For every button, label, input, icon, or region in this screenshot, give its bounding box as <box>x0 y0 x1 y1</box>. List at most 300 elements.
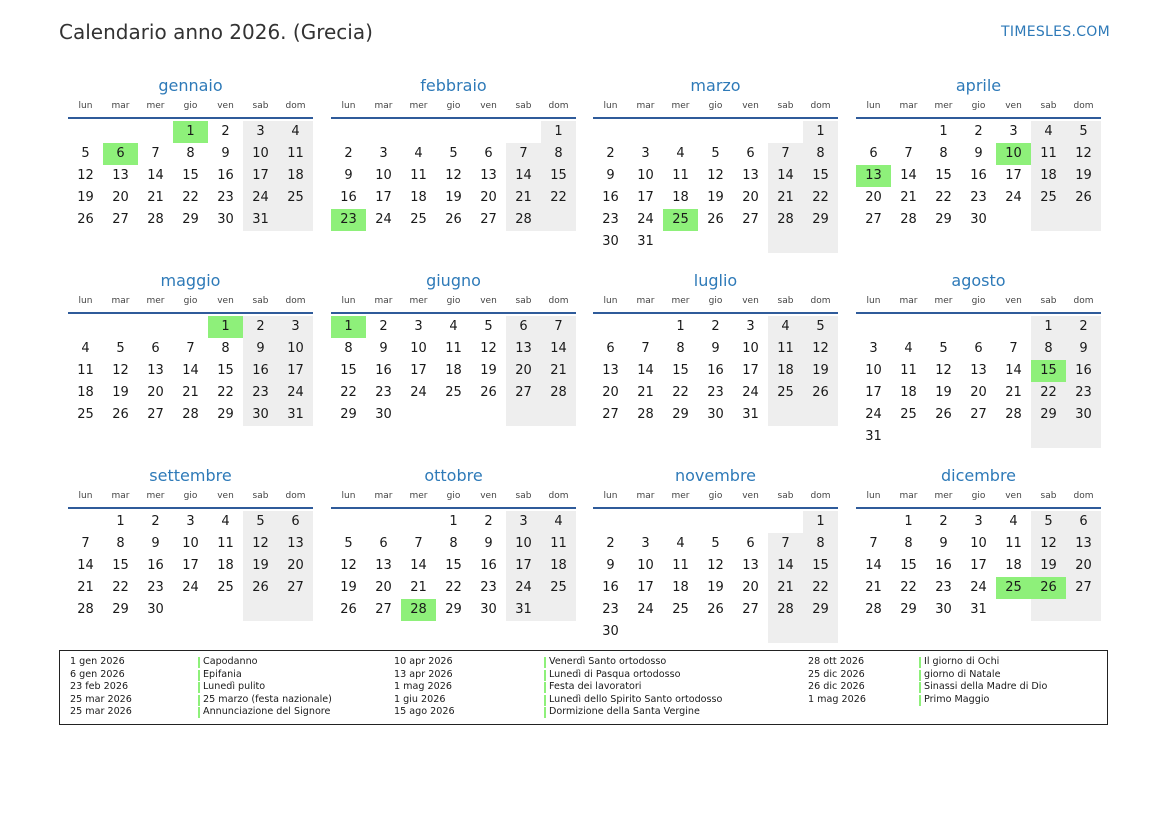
day-cell: 17 <box>637 580 654 595</box>
day-cell: 16 <box>217 168 234 183</box>
day-cell: 5 <box>711 536 720 551</box>
day-cell: 10 <box>375 168 392 183</box>
day-cell: 5 <box>449 146 458 161</box>
month-divider <box>593 117 838 119</box>
day-cell: 7 <box>414 536 423 551</box>
day-cell: 20 <box>602 385 619 400</box>
day-cell: 9 <box>221 146 230 161</box>
day-cell: 31 <box>243 209 278 231</box>
day-cell: 11 <box>410 168 427 183</box>
day-cell: 18 <box>1005 558 1022 573</box>
day-cell: 16 <box>340 190 357 205</box>
day-cell: 25 <box>77 407 94 422</box>
day-cell: 28 <box>768 599 803 621</box>
weekday-label: sab <box>1040 101 1057 111</box>
day-cell: 22 <box>935 190 952 205</box>
empty-day-cell <box>471 404 506 426</box>
empty-day-cell <box>593 511 628 533</box>
empty-day-cell <box>103 121 138 143</box>
weekday-label: dom <box>810 101 831 111</box>
empty-day-cell <box>541 599 576 621</box>
weekday-label: gio <box>971 296 986 306</box>
weekday-label: gio <box>183 296 198 306</box>
empty-day-cell <box>663 511 698 533</box>
empty-day-cell <box>856 121 891 143</box>
weekday-label: mer <box>934 296 953 306</box>
day-cell: 19 <box>803 360 838 382</box>
day-cell: 22 <box>803 187 838 209</box>
day-cell: 12 <box>1066 143 1101 165</box>
weekday-label: mar <box>374 491 393 501</box>
day-cell: 26 <box>340 602 357 617</box>
day-cell: 11 <box>1031 143 1066 165</box>
day-cell: 8 <box>449 536 458 551</box>
weekday-header <box>68 99 313 113</box>
month-divider <box>331 507 576 509</box>
day-cell: 6 <box>506 316 541 338</box>
day-cell: 21 <box>900 190 917 205</box>
weekday-header <box>856 294 1101 308</box>
day-cell: 23 <box>1066 382 1101 404</box>
weekday-label: sab <box>515 491 532 501</box>
weekday-label: lun <box>603 296 618 306</box>
empty-day-cell <box>401 511 436 533</box>
day-cell: 23 <box>602 212 619 227</box>
day-grid <box>856 511 1101 621</box>
day-cell: 13 <box>278 533 313 555</box>
holiday-name: Festa dei lavoratori <box>544 681 641 694</box>
weekday-label: lun <box>866 101 881 111</box>
day-cell: 20 <box>112 190 129 205</box>
day-cell: 16 <box>970 168 987 183</box>
empty-day-cell <box>663 231 698 253</box>
day-cell: 7 <box>768 143 803 165</box>
day-cell: 26 <box>707 602 724 617</box>
holiday-name: Sinassi della Madre di Dio <box>919 681 1047 694</box>
day-cell: 14 <box>768 165 803 187</box>
holiday-day-cell: 25 <box>663 209 698 231</box>
day-cell: 21 <box>768 187 803 209</box>
weekday-label: sab <box>1040 491 1057 501</box>
holiday-date: 1 giu 2026 <box>394 693 446 705</box>
weekday-header <box>68 489 313 503</box>
weekday-header <box>68 294 313 308</box>
day-cell: 25 <box>672 602 689 617</box>
empty-day-cell <box>506 121 541 143</box>
weekday-label: mer <box>146 491 165 501</box>
day-cell: 28 <box>865 602 882 617</box>
day-cell: 11 <box>77 363 94 378</box>
empty-day-cell <box>768 231 803 253</box>
day-cell: 30 <box>480 602 497 617</box>
empty-day-cell <box>891 316 926 338</box>
day-cell: 28 <box>637 407 654 422</box>
day-cell: 13 <box>742 558 759 573</box>
holiday-name: Primo Maggio <box>919 694 989 707</box>
month-febbraio <box>331 75 576 231</box>
day-cell: 16 <box>147 558 164 573</box>
weekday-label: mar <box>636 296 655 306</box>
day-cell: 9 <box>606 168 615 183</box>
day-cell: 22 <box>217 385 234 400</box>
weekday-label: lun <box>603 491 618 501</box>
day-cell: 14 <box>182 363 199 378</box>
weekday-header <box>331 99 576 113</box>
day-cell: 6 <box>379 536 388 551</box>
day-cell: 25 <box>278 187 313 209</box>
weekday-header <box>331 489 576 503</box>
month-marzo <box>593 75 838 253</box>
day-cell: 27 <box>147 407 164 422</box>
month-divider <box>856 312 1101 314</box>
day-cell: 20 <box>147 385 164 400</box>
weekday-label: gio <box>183 101 198 111</box>
month-title: novembre <box>674 466 757 485</box>
weekday-label: gio <box>708 491 723 501</box>
day-cell: 19 <box>243 555 278 577</box>
day-cell: 12 <box>935 363 952 378</box>
holiday-day-cell: 6 <box>103 143 138 165</box>
day-cell: 30 <box>217 212 234 227</box>
holiday-date: 25 dic 2026 <box>808 668 865 680</box>
day-cell: 5 <box>711 146 720 161</box>
day-cell: 18 <box>445 363 462 378</box>
weekday-header <box>331 294 576 308</box>
empty-day-cell <box>68 121 103 143</box>
day-cell: 6 <box>151 341 160 356</box>
day-cell: 15 <box>182 168 199 183</box>
day-cell: 16 <box>480 558 497 573</box>
day-cell: 31 <box>506 599 541 621</box>
day-cell: 7 <box>869 536 878 551</box>
day-cell: 6 <box>746 536 755 551</box>
empty-day-cell <box>698 511 733 533</box>
weekday-header <box>856 489 1101 503</box>
empty-day-cell <box>628 621 663 643</box>
empty-day-cell <box>1031 209 1066 231</box>
day-cell: 19 <box>340 580 357 595</box>
day-cell: 9 <box>974 146 983 161</box>
day-cell: 30 <box>602 624 619 639</box>
day-cell: 13 <box>147 363 164 378</box>
day-cell: 23 <box>602 602 619 617</box>
empty-day-cell <box>173 316 208 338</box>
empty-day-cell <box>471 121 506 143</box>
day-cell: 30 <box>707 407 724 422</box>
day-cell: 18 <box>77 385 94 400</box>
day-cell: 5 <box>803 316 838 338</box>
empty-day-cell <box>366 511 401 533</box>
month-divider <box>593 507 838 509</box>
holiday-day-cell: 13 <box>856 165 891 187</box>
day-cell: 9 <box>711 341 720 356</box>
day-cell: 20 <box>480 190 497 205</box>
day-cell: 28 <box>900 212 917 227</box>
empty-day-cell <box>891 426 926 448</box>
day-cell: 23 <box>243 382 278 404</box>
day-cell: 17 <box>182 558 199 573</box>
day-cell: 8 <box>541 143 576 165</box>
day-cell: 12 <box>112 363 129 378</box>
holiday-date: 23 feb 2026 <box>70 681 129 693</box>
day-cell: 6 <box>869 146 878 161</box>
day-cell: 4 <box>676 146 685 161</box>
day-cell: 8 <box>116 536 125 551</box>
day-cell: 22 <box>340 385 357 400</box>
month-title: marzo <box>690 76 741 95</box>
day-cell: 25 <box>900 407 917 422</box>
day-cell: 10 <box>182 536 199 551</box>
day-cell: 14 <box>900 168 917 183</box>
day-cell: 11 <box>672 168 689 183</box>
empty-day-cell <box>401 404 436 426</box>
day-cell: 15 <box>340 363 357 378</box>
day-cell: 17 <box>243 165 278 187</box>
empty-day-cell <box>68 316 103 338</box>
day-cell: 17 <box>637 190 654 205</box>
month-divider <box>68 312 313 314</box>
empty-day-cell <box>926 316 961 338</box>
day-cell: 26 <box>480 385 497 400</box>
day-cell: 10 <box>243 143 278 165</box>
day-cell: 1 <box>676 319 685 334</box>
weekday-label: mar <box>899 296 918 306</box>
day-cell: 4 <box>541 511 576 533</box>
day-cell: 27 <box>602 407 619 422</box>
brand-link[interactable]: TIMESLES.COM <box>1001 24 1110 40</box>
holiday-date: 1 gen 2026 <box>70 656 125 667</box>
day-cell: 21 <box>541 360 576 382</box>
day-cell: 4 <box>1009 514 1018 529</box>
day-cell: 7 <box>151 146 160 161</box>
day-cell: 3 <box>641 146 650 161</box>
weekday-label: mer <box>409 296 428 306</box>
day-cell: 26 <box>707 212 724 227</box>
day-cell: 11 <box>445 341 462 356</box>
day-cell: 2 <box>939 514 948 529</box>
day-cell: 11 <box>768 338 803 360</box>
empty-day-cell <box>68 511 103 533</box>
day-cell: 19 <box>445 190 462 205</box>
day-cell: 10 <box>970 536 987 551</box>
day-cell: 13 <box>1066 533 1101 555</box>
day-cell: 30 <box>375 407 392 422</box>
weekday-label: gio <box>971 491 986 501</box>
weekday-label: lun <box>866 491 881 501</box>
holiday-name: Venerdì Santo ortodosso <box>544 656 666 669</box>
day-cell: 14 <box>1005 363 1022 378</box>
day-cell: 1 <box>1031 316 1066 338</box>
weekday-label: dom <box>548 296 569 306</box>
empty-day-cell <box>628 121 663 143</box>
day-cell: 31 <box>637 234 654 249</box>
weekday-label: ven <box>742 491 759 501</box>
day-cell: 16 <box>602 190 619 205</box>
day-cell: 31 <box>742 407 759 422</box>
weekday-label: ven <box>742 296 759 306</box>
month-divider <box>856 507 1101 509</box>
weekday-label: ven <box>1005 296 1022 306</box>
month-title: giugno <box>426 271 481 290</box>
empty-day-cell <box>103 316 138 338</box>
day-cell: 20 <box>506 360 541 382</box>
day-cell: 9 <box>484 536 493 551</box>
day-cell: 8 <box>904 536 913 551</box>
day-cell: 10 <box>637 168 654 183</box>
day-cell: 23 <box>480 580 497 595</box>
day-cell: 8 <box>344 341 353 356</box>
empty-day-cell <box>961 316 996 338</box>
day-cell: 14 <box>541 338 576 360</box>
day-cell: 22 <box>182 190 199 205</box>
holiday-date: 13 apr 2026 <box>394 668 453 680</box>
month-divider <box>68 117 313 119</box>
day-cell: 6 <box>746 146 755 161</box>
holiday-day-cell: 23 <box>331 209 366 231</box>
day-cell: 17 <box>970 558 987 573</box>
day-cell: 31 <box>970 602 987 617</box>
day-cell: 27 <box>506 382 541 404</box>
day-cell: 20 <box>1066 555 1101 577</box>
weekday-header <box>593 489 838 503</box>
day-cell: 8 <box>939 146 948 161</box>
holiday-name: Epifania <box>198 669 242 682</box>
day-cell: 30 <box>602 234 619 249</box>
day-cell: 30 <box>935 602 952 617</box>
weekday-label: mer <box>671 491 690 501</box>
day-cell: 3 <box>506 511 541 533</box>
day-cell: 10 <box>637 558 654 573</box>
day-cell: 13 <box>602 363 619 378</box>
holiday-name: giorno di Natale <box>919 669 1000 682</box>
day-cell: 10 <box>410 341 427 356</box>
day-cell: 23 <box>147 580 164 595</box>
empty-day-cell <box>803 231 838 253</box>
weekday-label: lun <box>603 101 618 111</box>
day-cell: 18 <box>541 555 576 577</box>
day-cell: 4 <box>768 316 803 338</box>
day-cell: 4 <box>449 319 458 334</box>
day-cell: 22 <box>541 187 576 209</box>
day-cell: 11 <box>672 558 689 573</box>
day-cell: 17 <box>1005 168 1022 183</box>
weekday-label: gio <box>446 491 461 501</box>
weekday-label: sab <box>777 101 794 111</box>
day-cell: 16 <box>602 580 619 595</box>
day-cell: 6 <box>606 341 615 356</box>
empty-day-cell <box>856 511 891 533</box>
holiday-day-cell: 28 <box>401 599 436 621</box>
day-cell: 13 <box>970 363 987 378</box>
day-cell: 28 <box>541 382 576 404</box>
weekday-label: mar <box>111 296 130 306</box>
weekday-label: lun <box>78 296 93 306</box>
day-cell: 5 <box>116 341 125 356</box>
holiday-day-cell: 10 <box>996 143 1031 165</box>
empty-day-cell <box>663 121 698 143</box>
weekday-label: gio <box>708 296 723 306</box>
day-cell: 2 <box>606 536 615 551</box>
day-cell: 25 <box>541 577 576 599</box>
day-cell: 25 <box>768 382 803 404</box>
holiday-name: Capodanno <box>198 656 258 669</box>
day-cell: 11 <box>900 363 917 378</box>
day-cell: 1 <box>116 514 125 529</box>
empty-day-cell <box>856 316 891 338</box>
day-cell: 18 <box>900 385 917 400</box>
day-cell: 2 <box>344 146 353 161</box>
day-cell: 5 <box>1066 121 1101 143</box>
weekday-label: lun <box>341 296 356 306</box>
day-cell: 24 <box>742 385 759 400</box>
holiday-day-cell: 1 <box>173 121 208 143</box>
day-cell: 17 <box>865 385 882 400</box>
day-cell: 15 <box>672 363 689 378</box>
day-cell: 8 <box>676 341 685 356</box>
month-title: maggio <box>160 271 221 290</box>
weekday-label: mar <box>111 491 130 501</box>
weekday-label: ven <box>1005 101 1022 111</box>
holiday-name: Il giorno di Ochi <box>919 656 999 669</box>
month-divider <box>593 312 838 314</box>
day-cell: 29 <box>217 407 234 422</box>
weekday-label: lun <box>341 491 356 501</box>
day-cell: 18 <box>672 580 689 595</box>
day-cell: 27 <box>375 602 392 617</box>
day-cell: 18 <box>768 360 803 382</box>
day-cell: 2 <box>379 319 388 334</box>
day-cell: 1 <box>803 121 838 143</box>
day-cell: 25 <box>217 580 234 595</box>
weekday-label: mar <box>111 101 130 111</box>
day-cell: 7 <box>81 536 90 551</box>
day-cell: 12 <box>707 168 724 183</box>
empty-day-cell <box>331 511 366 533</box>
day-cell: 15 <box>803 165 838 187</box>
empty-day-cell <box>768 621 803 643</box>
weekday-label: mar <box>636 491 655 501</box>
empty-day-cell <box>243 599 278 621</box>
day-cell: 1 <box>904 514 913 529</box>
day-cell: 12 <box>707 558 724 573</box>
weekday-label: mer <box>409 101 428 111</box>
day-cell: 28 <box>182 407 199 422</box>
day-cell: 15 <box>112 558 129 573</box>
day-cell: 3 <box>278 316 313 338</box>
weekday-label: ven <box>480 296 497 306</box>
day-cell: 29 <box>803 599 838 621</box>
day-cell: 7 <box>641 341 650 356</box>
day-cell: 15 <box>445 558 462 573</box>
day-cell: 16 <box>243 360 278 382</box>
day-cell: 5 <box>243 511 278 533</box>
day-cell: 4 <box>221 514 230 529</box>
empty-day-cell <box>278 209 313 231</box>
holiday-date: 15 ago 2026 <box>394 706 455 718</box>
day-cell: 24 <box>410 385 427 400</box>
weekday-label: lun <box>78 101 93 111</box>
weekday-label: lun <box>866 296 881 306</box>
day-cell: 8 <box>186 146 195 161</box>
weekday-label: mer <box>671 101 690 111</box>
holiday-date: 26 dic 2026 <box>808 681 865 693</box>
holiday-date: 6 gen 2026 <box>70 668 125 680</box>
weekday-label: gio <box>708 101 723 111</box>
empty-day-cell <box>733 511 768 533</box>
day-cell: 12 <box>1031 533 1066 555</box>
day-cell: 7 <box>904 146 913 161</box>
day-cell: 15 <box>541 165 576 187</box>
